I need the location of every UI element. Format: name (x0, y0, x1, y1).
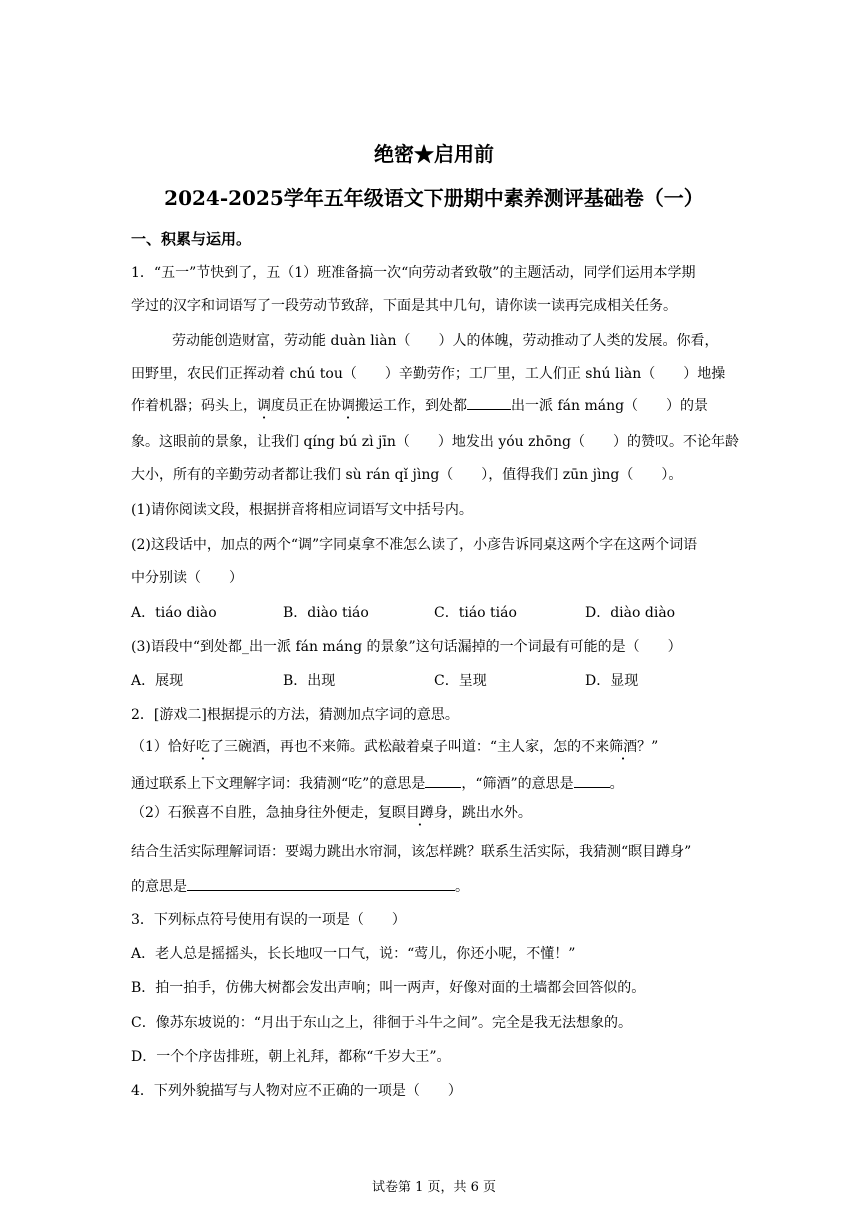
q3-title: 3．下列标点符号使用有误的一项是（ ） (131, 912, 406, 928)
q1-sub3-option-b[interactable]: B．出现 (283, 673, 336, 689)
q3-option-c[interactable]: C．像苏东坡说的：“月出于东山之上，徘徊于斗牛之间”。完全是我无法想象的。 (131, 1015, 633, 1031)
q2-sentence-2: （2）石猴喜不自胜，急抽身往外便走，复瞑目蹲身，跳出水外。 (131, 805, 532, 821)
q1-passage-line-1: 劳动能创造财富，劳动能 duàn liàn（ ）人的体魄，劳动推动了人类的发展。你看， (172, 333, 719, 349)
secret-label: 绝密★启用前 (374, 142, 494, 166)
q1-sub3: (3)语段中“到处都_出一派 fán máng 的景象”这句话漏掉的一个词最有可能的是（ ） (131, 639, 682, 655)
fill-blank-1[interactable] (467, 395, 511, 410)
q1-passage-line-3: 作着机器；码头上，调度员正在协调搬运工作，到处都 出一派 fán máng（ ）的景 (131, 395, 708, 416)
q2-title: 2．[游戏二]根据提示的方法，猜测加点字词的意思。 (131, 707, 459, 723)
q1-sub2-option-c[interactable]: C．tiáo tiáo (434, 605, 517, 621)
page-title: 2024-2025学年五年级语文下册期中素养测评基础卷（一） (164, 186, 704, 210)
q1-sub2-option-b[interactable]: B．diào tiáo (283, 605, 369, 621)
q1-passage-line-4: 象。这眼前的景象，让我们 qíng bú zì jīn（ ）地发出 yóu zhōng（ ）的赞叹。不论年龄 (131, 434, 739, 450)
dot-word-chi: 吃 (195, 739, 210, 755)
fill-blank-chi[interactable] (425, 773, 461, 788)
q1-sub2-option-d[interactable]: D．diào diào (585, 605, 676, 621)
q3-option-b[interactable]: B．拍一拍手，仿佛大树都会发出声响；叫一两声，好像对面的土墙都会回答似的。 (131, 980, 646, 996)
q1-intro-line-2: 学过的汉字和词语写了一段劳动节致辞，下面是其中几句，请你读一读再完成相关任务。 (131, 298, 677, 314)
q2-sentence-1: （1）恰好吃了三碗酒，再也不来筛。武松敲着桌子叫道：“主人家，怎的不来筛酒？” (131, 739, 659, 755)
q1-sub3-option-a[interactable]: A．展现 (131, 673, 184, 689)
q1-sub1: (1)请你阅读文段，根据拼音将相应词语写文中括号内。 (131, 502, 473, 518)
q1-sub2-line-1: (2)这段话中，加点的两个“调”字同桌拿不准怎么读了，小彦告诉同桌这两个字在这两个词语 (131, 537, 698, 553)
page-footer: 试卷第 1 页，共 6 页 (371, 1180, 497, 1195)
dot-char-diao-1: 调 (257, 398, 271, 414)
dot-word-shaijiu: 筛酒 (609, 739, 638, 755)
q3-option-d[interactable]: D．一个个序齿排班，朝上礼拜，都称“千岁大王”。 (131, 1049, 451, 1065)
q2-answer-2-line-1: 结合生活实际理解词语：要竭力跳出水帘洞，该怎样跳？联系生活实际，我猜测“瞑目蹲身” (131, 844, 692, 860)
q4-title: 4．下列外貌描写与人物对应不正确的一项是（ ） (131, 1083, 462, 1099)
q1-sub2-line-2: 中分别读（ ） (131, 570, 243, 586)
q2-answer-1: 通过联系上下文理解字词：我猜测“吃”的意思是 ，“筛酒”的意思是 。 (131, 773, 624, 794)
q1-sub3-option-d[interactable]: D．显现 (585, 673, 639, 689)
fill-blank-shaijiu[interactable] (574, 773, 610, 788)
q1-passage-line-2: 田野里，农民们正挥动着 chú tou（ ）辛勤劳作；工厂里，工人们正 shú liàn（ ）地操 (131, 366, 726, 382)
q2-answer-2-line-2: 的意思是 。 (131, 876, 469, 897)
q1-passage-line-5: 大小，所有的辛勤劳动者都让我们 sù rán qǐ jìng（ ），值得我们 zūn jìng（ ）。 (131, 467, 683, 483)
q1-sub3-option-c[interactable]: C．呈现 (434, 673, 487, 689)
fill-blank-mingmudunshen[interactable] (187, 876, 455, 891)
section-heading: 一、积累与运用。 (131, 230, 252, 248)
q1-sub2-option-a[interactable]: A．tiáo diào (131, 605, 217, 621)
dot-char-diao-2: 调 (341, 398, 355, 414)
q3-option-a[interactable]: A．老人总是摇摇头，长长地叹一口气，说：“莺儿，你还小呢，不懂！” (131, 946, 576, 962)
dot-word-mingmudunshen: 瞑目蹲身 (391, 805, 448, 821)
q1-intro-line-1: 1．“五一”节快到了，五（1）班准备搞一次“向劳动者致敬”的主题活动，同学们运用本学期 (131, 265, 696, 281)
